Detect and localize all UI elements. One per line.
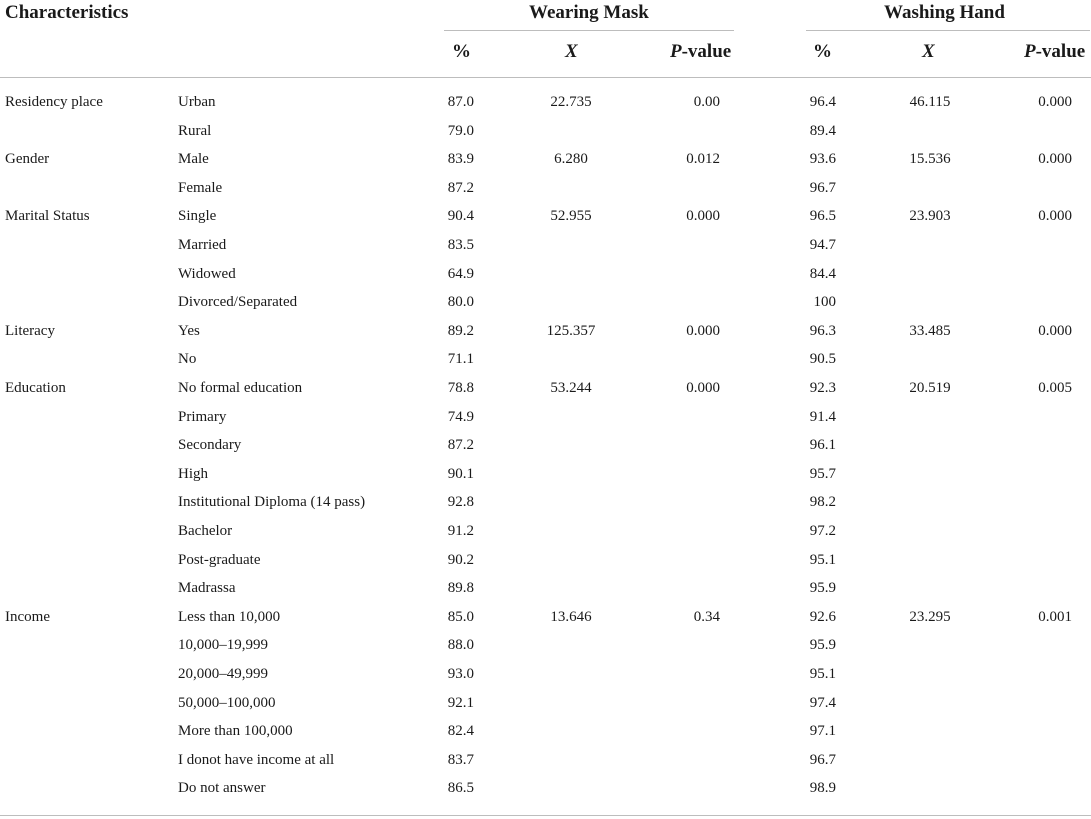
row-mask-p-value: 0.00: [693, 94, 720, 110]
header-group-wearing-mask: Wearing Mask: [529, 2, 649, 23]
row-mask-percent: 82.4: [447, 723, 474, 740]
row-category: Income: [5, 608, 50, 625]
row-hand-percent: 95.7: [809, 465, 836, 482]
row-hand-percent: 95.9: [809, 580, 836, 597]
row-subcategory: 20,000–49,999: [178, 666, 268, 682]
row-subcategory: Divorced/Separated: [178, 294, 298, 311]
row-subcategory: More than 100,000: [178, 723, 293, 740]
row-hand-percent: 96.7: [809, 751, 836, 768]
row-mask-x: 13.646: [550, 608, 592, 625]
row-mask-percent: 64.9: [447, 265, 474, 282]
row-mask-percent: 90.4: [447, 208, 474, 225]
header-bottom-rule: [0, 77, 1091, 78]
row-subcategory: Male: [178, 151, 209, 168]
row-subcategory: Yes: [178, 322, 200, 339]
header-mask-x: [565, 41, 578, 63]
header-mask-p-value: [670, 41, 731, 63]
table-bottom-rule: [0, 815, 1091, 816]
group-rule-mask: [444, 30, 734, 31]
row-mask-p-value: 0.000: [686, 380, 720, 396]
row-mask-percent: 83.7: [447, 751, 474, 768]
row-hand-percent: 97.4: [809, 694, 836, 711]
row-mask-p-value: 0.000: [686, 208, 720, 225]
row-category: Education: [5, 380, 66, 396]
row-subcategory: 10,000–19,999: [178, 637, 268, 654]
row-subcategory: Single: [178, 208, 217, 225]
row-mask-x: 53.244: [550, 380, 592, 396]
row-hand-percent: 95.1: [809, 666, 836, 682]
row-subcategory: Female: [178, 179, 223, 196]
row-mask-percent: 87.2: [447, 179, 474, 196]
row-subcategory: I donot have income at all: [178, 751, 335, 768]
row-mask-percent: 88.0: [447, 637, 474, 654]
row-subcategory: Urban: [178, 94, 216, 110]
row-hand-x: 15.536: [909, 151, 951, 168]
row-hand-percent: 97.2: [809, 523, 836, 539]
row-mask-percent: 78.8: [447, 380, 474, 396]
row-subcategory: 50,000–100,000: [178, 694, 276, 711]
header-mask-x-label: X: [565, 41, 578, 62]
row-hand-x: 23.903: [909, 208, 951, 225]
header-mask-percent: %: [452, 41, 471, 62]
row-mask-percent: 93.0: [447, 666, 474, 682]
row-hand-x: 46.115: [909, 94, 951, 110]
row-mask-percent: 85.0: [447, 608, 474, 625]
row-mask-percent: 83.5: [447, 237, 474, 253]
row-subcategory: Institutional Diploma (14 pass): [178, 494, 366, 511]
row-hand-percent: 90.5: [809, 351, 836, 368]
row-mask-percent: 91.2: [447, 523, 474, 539]
row-hand-percent: 91.4: [809, 408, 836, 425]
row-hand-x: 23.295: [909, 608, 951, 625]
row-hand-percent: 95.1: [809, 551, 836, 568]
row-hand-percent: 92.3: [809, 380, 836, 396]
row-mask-p-value: 0.012: [686, 151, 720, 168]
header-hand-x-label: X: [922, 41, 935, 62]
row-hand-percent: 96.4: [809, 94, 836, 110]
row-subcategory: Rural: [178, 122, 212, 139]
row-hand-percent: 96.3: [809, 322, 836, 339]
row-hand-percent: 96.7: [809, 179, 836, 196]
row-mask-percent: 90.1: [447, 465, 474, 482]
row-hand-percent: 96.5: [809, 208, 836, 225]
row-subcategory: Widowed: [178, 265, 236, 282]
header-group-washing-hand: Washing Hand: [884, 2, 1005, 23]
row-mask-x: 125.357: [546, 322, 596, 339]
row-hand-percent: 89.4: [809, 122, 836, 139]
row-subcategory: Bachelor: [178, 523, 233, 539]
row-category: Marital Status: [5, 208, 90, 225]
row-mask-percent: 83.9: [447, 151, 474, 168]
row-subcategory: Secondary: [178, 437, 242, 454]
row-subcategory: Madrassa: [178, 580, 236, 597]
row-hand-p-value: 0.000: [1038, 94, 1072, 110]
header-hand-p-value: [1024, 41, 1085, 63]
row-mask-percent: 74.9: [447, 408, 474, 425]
row-hand-x: 33.485: [909, 322, 951, 339]
row-mask-percent: 71.1: [447, 351, 474, 368]
group-rule-hand: [806, 30, 1090, 31]
row-hand-p-value: 0.000: [1038, 151, 1072, 168]
header-hand-p-italic: P: [1024, 41, 1036, 62]
row-hand-percent: 95.9: [809, 637, 836, 654]
row-hand-percent: 98.2: [809, 494, 836, 511]
row-subcategory: Post-graduate: [178, 551, 261, 568]
row-mask-p-value: 0.000: [686, 322, 720, 339]
row-mask-percent: 87.0: [447, 94, 474, 110]
row-subcategory: Do not answer: [178, 780, 266, 797]
row-mask-percent: 89.2: [447, 322, 474, 339]
row-category: Literacy: [5, 322, 55, 339]
header-characteristics: Characteristics: [5, 2, 129, 23]
row-mask-x: 6.280: [554, 151, 588, 168]
row-subcategory: No: [178, 351, 197, 368]
row-mask-x: 52.955: [550, 208, 592, 225]
row-subcategory: Primary: [178, 408, 227, 425]
row-hand-percent: 93.6: [809, 151, 836, 168]
row-hand-p-value: 0.005: [1038, 380, 1072, 396]
row-hand-percent: 98.9: [809, 780, 836, 797]
row-mask-percent: 90.2: [447, 551, 474, 568]
row-mask-percent: 92.8: [447, 494, 474, 511]
row-hand-percent: 92.6: [809, 608, 836, 625]
row-hand-percent: 100: [813, 294, 836, 311]
row-hand-percent: 94.7: [809, 237, 836, 253]
row-mask-percent: 79.0: [447, 122, 474, 139]
row-subcategory: No formal education: [178, 380, 303, 396]
row-hand-x: 20.519: [909, 380, 951, 396]
row-mask-percent: 87.2: [447, 437, 474, 454]
row-subcategory: High: [178, 465, 208, 482]
row-mask-p-value: 0.34: [693, 608, 720, 625]
header-mask-p-rest: -value: [681, 41, 732, 62]
row-category: Gender: [5, 151, 50, 168]
row-hand-percent: 97.1: [809, 723, 836, 740]
row-mask-percent: 89.8: [447, 580, 474, 597]
header-hand-percent: %: [813, 41, 832, 62]
row-subcategory: Married: [178, 237, 227, 253]
row-hand-p-value: 0.000: [1038, 322, 1072, 339]
row-mask-percent: 92.1: [447, 694, 474, 711]
header-mask-p-italic: P: [670, 41, 682, 62]
row-mask-percent: 80.0: [447, 294, 474, 311]
row-mask-percent: 86.5: [447, 780, 474, 797]
row-category: Residency place: [5, 94, 103, 110]
header-hand-p-rest: -value: [1035, 41, 1086, 62]
row-hand-percent: 96.1: [809, 437, 836, 454]
header-hand-x: [922, 41, 935, 63]
row-subcategory: Less than 10,000: [178, 608, 281, 625]
row-hand-p-value: 0.000: [1038, 208, 1072, 225]
row-mask-x: 22.735: [550, 94, 592, 110]
row-hand-percent: 84.4: [809, 265, 836, 282]
row-hand-p-value: 0.001: [1038, 608, 1072, 625]
